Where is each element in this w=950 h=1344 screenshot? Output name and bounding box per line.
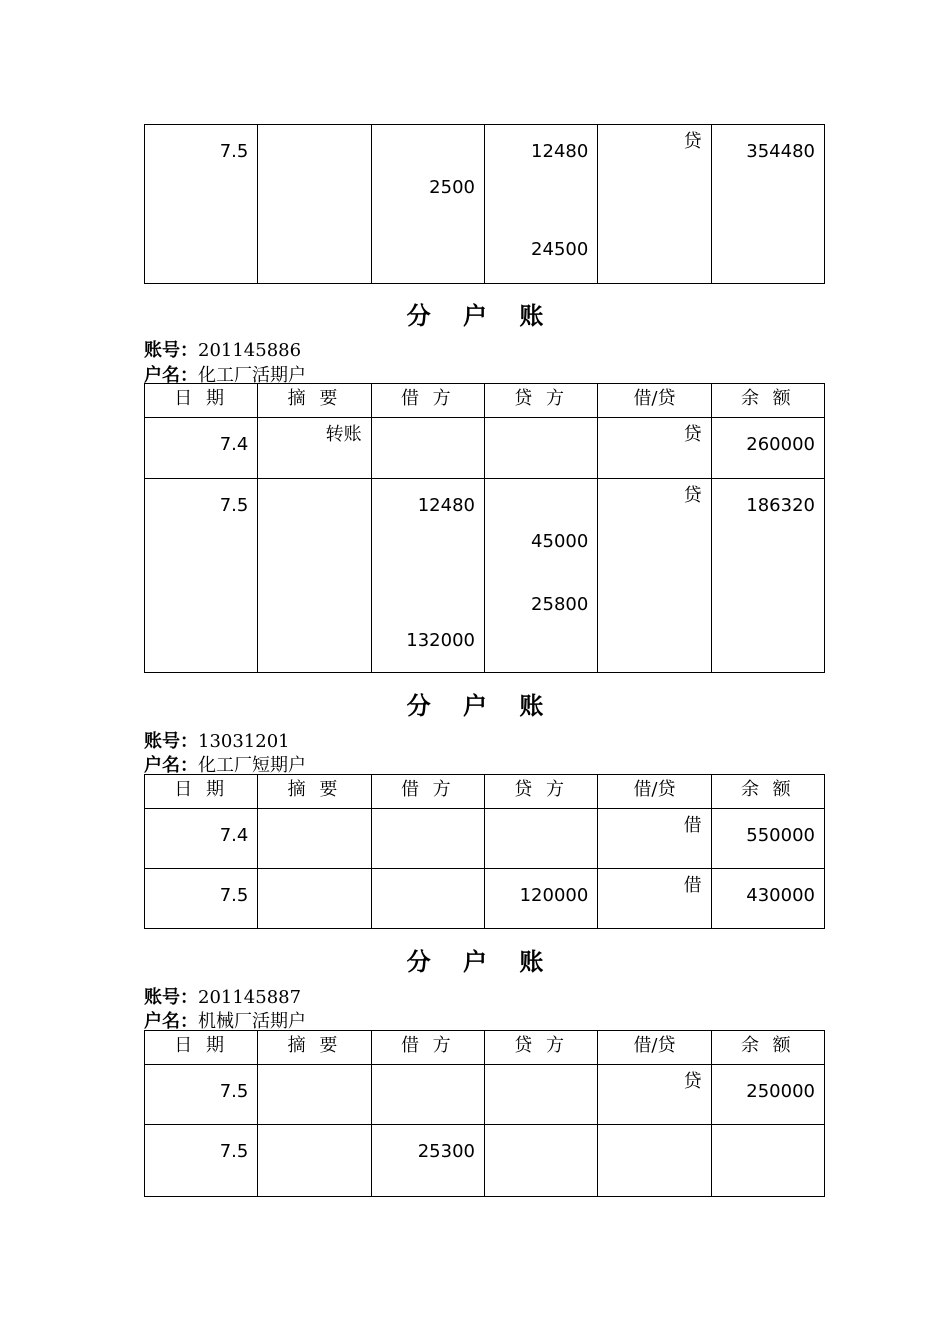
date-value: 7.5 bbox=[219, 885, 249, 906]
header-summary: 摘 要 bbox=[258, 775, 371, 809]
header-dc: 借/贷 bbox=[598, 1031, 711, 1065]
debit-value: 25300 bbox=[417, 1141, 475, 1162]
table-header-row bbox=[145, 775, 825, 809]
account-number-line bbox=[144, 336, 301, 362]
dc-cell bbox=[598, 869, 711, 929]
header-dc: 借/贷 bbox=[598, 384, 711, 418]
table-row bbox=[145, 869, 825, 929]
ledger-title: 分 户 账 bbox=[406, 947, 556, 976]
date-cell bbox=[145, 809, 258, 869]
account-number-line bbox=[144, 727, 290, 753]
header-date: 日 期 bbox=[145, 384, 258, 418]
summary-cell bbox=[258, 479, 371, 673]
date-cell bbox=[145, 869, 258, 929]
credit-value: 12480 bbox=[531, 141, 589, 162]
debit-value: 132000 bbox=[406, 630, 475, 651]
debit-value: 2500 bbox=[429, 177, 475, 198]
ledger-title: 分 户 账 bbox=[406, 691, 556, 720]
balance-cell bbox=[711, 809, 824, 869]
header-date: 日 期 bbox=[145, 1031, 258, 1065]
ledger-table-1 bbox=[144, 383, 825, 673]
header-debit: 借 方 bbox=[371, 775, 484, 809]
credit-cell bbox=[484, 1065, 597, 1125]
credit-value: 24500 bbox=[531, 239, 589, 260]
date-value: 7.5 bbox=[219, 495, 249, 516]
header-summary: 摘 要 bbox=[258, 1031, 371, 1065]
date-value: 7.5 bbox=[219, 1081, 249, 1102]
debit-cell bbox=[371, 479, 484, 673]
date-value: 7.4 bbox=[219, 434, 249, 455]
dc-cell bbox=[598, 1125, 711, 1197]
balance-value: 354480 bbox=[746, 141, 815, 162]
account-name: 机械厂活期户 bbox=[198, 1011, 306, 1032]
summary-cell bbox=[258, 809, 371, 869]
ledger-table-3 bbox=[144, 1030, 825, 1197]
header-credit: 贷 方 bbox=[484, 384, 597, 418]
balance-cell bbox=[711, 125, 824, 284]
account-name-label: 户名： bbox=[144, 365, 198, 386]
dc-cell bbox=[598, 479, 711, 673]
summary-cell bbox=[258, 418, 371, 479]
account-name-label: 户名： bbox=[144, 755, 198, 776]
debit-cell bbox=[371, 1125, 484, 1197]
ledger-table-2 bbox=[144, 774, 825, 929]
balance-value: 186320 bbox=[746, 495, 815, 516]
date-cell bbox=[145, 1065, 258, 1125]
dc-value: 借 bbox=[683, 875, 702, 896]
summary-cell bbox=[258, 1065, 371, 1125]
header-summary: 摘 要 bbox=[258, 384, 371, 418]
credit-cell bbox=[484, 809, 597, 869]
dc-value: 贷 bbox=[683, 485, 702, 506]
table-header-row bbox=[145, 384, 825, 418]
table-row bbox=[145, 1065, 825, 1125]
credit-value: 45000 bbox=[531, 531, 589, 552]
table-row bbox=[145, 479, 825, 673]
ledger-table-fragment bbox=[144, 124, 825, 284]
debit-cell bbox=[371, 809, 484, 869]
account-number: 201145887 bbox=[198, 987, 302, 1008]
credit-value: 25800 bbox=[531, 594, 589, 615]
account-name-label: 户名： bbox=[144, 1011, 198, 1032]
dc-value: 贷 bbox=[683, 424, 702, 445]
balance-cell bbox=[711, 418, 824, 479]
credit-cell bbox=[484, 869, 597, 929]
dc-cell bbox=[598, 809, 711, 869]
date-cell bbox=[145, 479, 258, 673]
credit-value: 120000 bbox=[519, 885, 589, 906]
account-name: 化工厂活期户 bbox=[198, 365, 306, 386]
table-row bbox=[145, 1125, 825, 1197]
credit-cell bbox=[484, 125, 597, 284]
summary-cell bbox=[258, 869, 371, 929]
date-cell bbox=[145, 125, 258, 284]
date-cell bbox=[145, 1125, 258, 1197]
summary-cell bbox=[258, 1125, 371, 1197]
account-number-label: 账号： bbox=[144, 340, 198, 361]
dc-cell bbox=[598, 125, 711, 284]
account-number-line bbox=[144, 983, 301, 1009]
debit-cell bbox=[371, 869, 484, 929]
balance-cell bbox=[711, 869, 824, 929]
balance-cell bbox=[711, 479, 824, 673]
summary-cell bbox=[258, 125, 371, 284]
header-credit: 贷 方 bbox=[484, 1031, 597, 1065]
balance-value: 260000 bbox=[746, 434, 815, 455]
header-dc: 借/贷 bbox=[598, 775, 711, 809]
date-cell bbox=[145, 418, 258, 479]
balance-value: 550000 bbox=[746, 825, 815, 846]
credit-cell bbox=[484, 1125, 597, 1197]
table-row bbox=[145, 809, 825, 869]
dc-cell bbox=[598, 418, 711, 479]
balance-value: 430000 bbox=[746, 885, 815, 906]
table-row bbox=[145, 418, 825, 479]
dc-cell bbox=[598, 1065, 711, 1125]
table-header-row bbox=[145, 1031, 825, 1065]
dc-value: 贷 bbox=[683, 131, 702, 152]
dc-value: 贷 bbox=[683, 1071, 702, 1092]
date-value: 7.5 bbox=[219, 141, 249, 162]
credit-cell bbox=[484, 479, 597, 673]
debit-cell bbox=[371, 418, 484, 479]
account-number: 13031201 bbox=[198, 731, 290, 752]
account-number-label: 账号： bbox=[144, 731, 198, 752]
header-balance: 余 额 bbox=[711, 384, 824, 418]
credit-cell bbox=[484, 418, 597, 479]
table-row bbox=[145, 125, 825, 284]
balance-cell bbox=[711, 1125, 824, 1197]
ledger-title: 分 户 账 bbox=[406, 301, 556, 330]
header-credit: 贷 方 bbox=[484, 775, 597, 809]
account-name: 化工厂短期户 bbox=[198, 755, 306, 776]
dc-value: 借 bbox=[683, 815, 702, 836]
date-value: 7.4 bbox=[219, 825, 249, 846]
header-balance: 余 额 bbox=[711, 775, 824, 809]
account-number: 201145886 bbox=[198, 340, 302, 361]
summary-value: 转账 bbox=[325, 424, 362, 445]
debit-value: 12480 bbox=[417, 495, 475, 516]
balance-value: 250000 bbox=[746, 1081, 815, 1102]
account-number-label: 账号： bbox=[144, 987, 198, 1008]
header-debit: 借 方 bbox=[371, 384, 484, 418]
header-balance: 余 额 bbox=[711, 1031, 824, 1065]
header-date: 日 期 bbox=[145, 775, 258, 809]
debit-cell bbox=[371, 125, 484, 284]
balance-cell bbox=[711, 1065, 824, 1125]
header-debit: 借 方 bbox=[371, 1031, 484, 1065]
debit-cell bbox=[371, 1065, 484, 1125]
date-value: 7.5 bbox=[219, 1141, 249, 1162]
